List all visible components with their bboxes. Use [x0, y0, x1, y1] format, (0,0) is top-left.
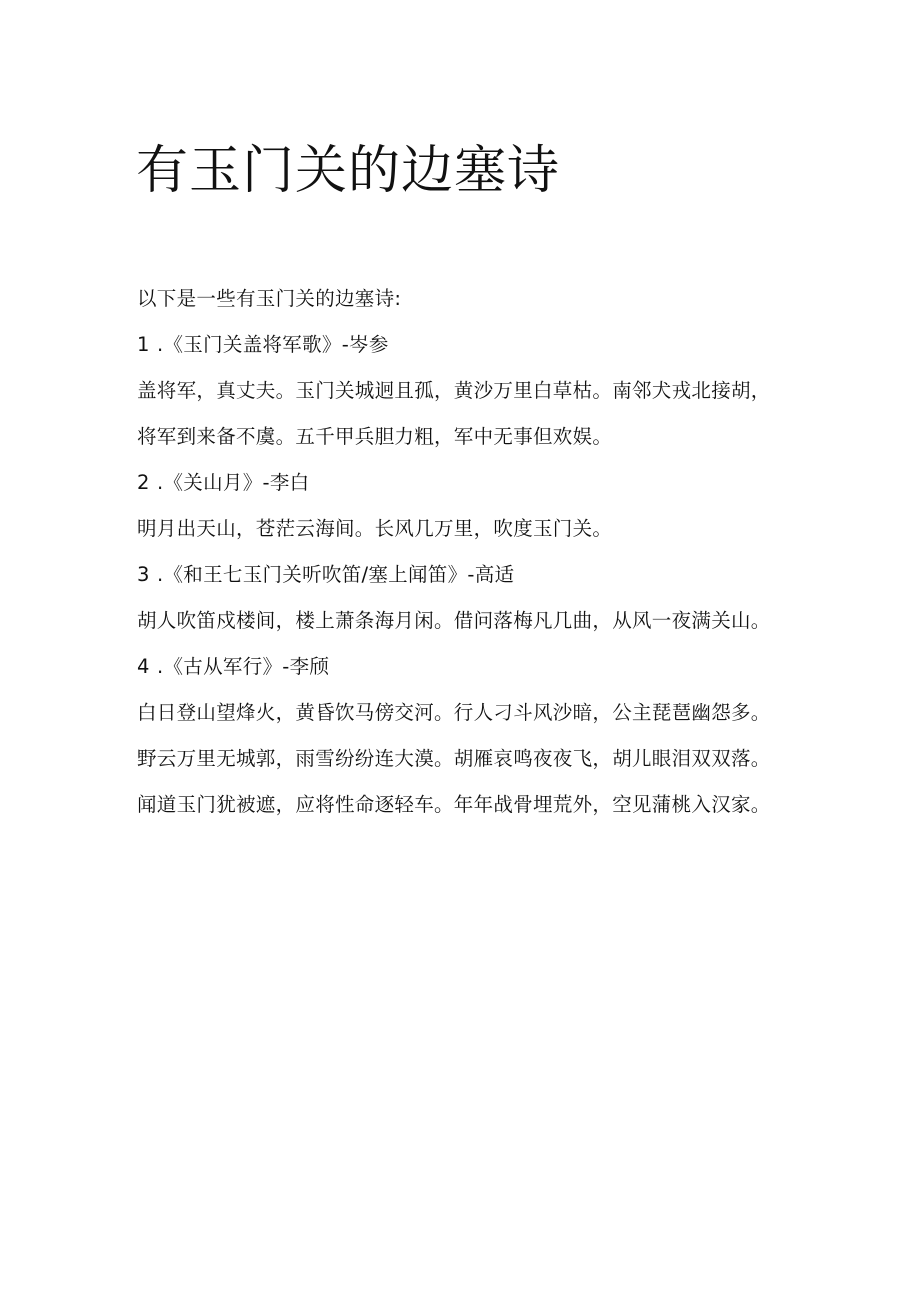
- page-title: 有玉门关的边塞诗: [136, 141, 561, 201]
- poem-line: 明月出天山，苍茫云海间。长风几万里，吹度玉门关。: [137, 517, 613, 540]
- poem-line: 闻道玉门犹被遮，应将性命逐轻车。年年战骨埋荒外，空见蒲桃入汉家。: [137, 793, 771, 816]
- poem-title: .《古从军行》-李颀: [157, 655, 330, 678]
- poem-line: 胡人吹笛戍楼间，楼上萧条海月闲。借问落梅凡几曲，从风一夜满关山。: [137, 609, 771, 632]
- poem-number: 1: [137, 333, 150, 356]
- poem-number: 4: [137, 655, 150, 678]
- poem-title: .《关山月》-李白: [157, 471, 310, 494]
- poem-title: .《和王七玉门关听吹笛/塞上闻笛》-高适: [157, 563, 515, 586]
- poem-line: 将军到来备不虞。五千甲兵胆力粗，军中无事但欢娱。: [137, 425, 613, 448]
- poem-line: 白日登山望烽火，黄昏饮马傍交河。行人刁斗风沙暗，公主琵琶幽怨多。: [137, 701, 771, 724]
- poem-line: 盖将军，真丈夫。玉门关城迥且孤，黄沙万里白草枯。南邻犬戎北接胡，: [137, 379, 771, 402]
- poem-heading: [137, 468, 837, 498]
- poem-number: 2: [137, 471, 150, 494]
- poem-heading: [137, 560, 837, 590]
- document-body: [137, 284, 837, 836]
- poem-title: .《玉门关盖将军歌》-岑参: [157, 333, 389, 356]
- poem-line: 野云万里无城郭，雨雪纷纷连大漠。胡雁哀鸣夜夜飞，胡儿眼泪双双落。: [137, 747, 771, 770]
- poem-heading: [137, 652, 837, 682]
- poem-heading: [137, 330, 837, 360]
- poem-number: 3: [137, 563, 150, 586]
- intro-text: 以下是一些有玉门关的边塞诗:: [137, 287, 402, 310]
